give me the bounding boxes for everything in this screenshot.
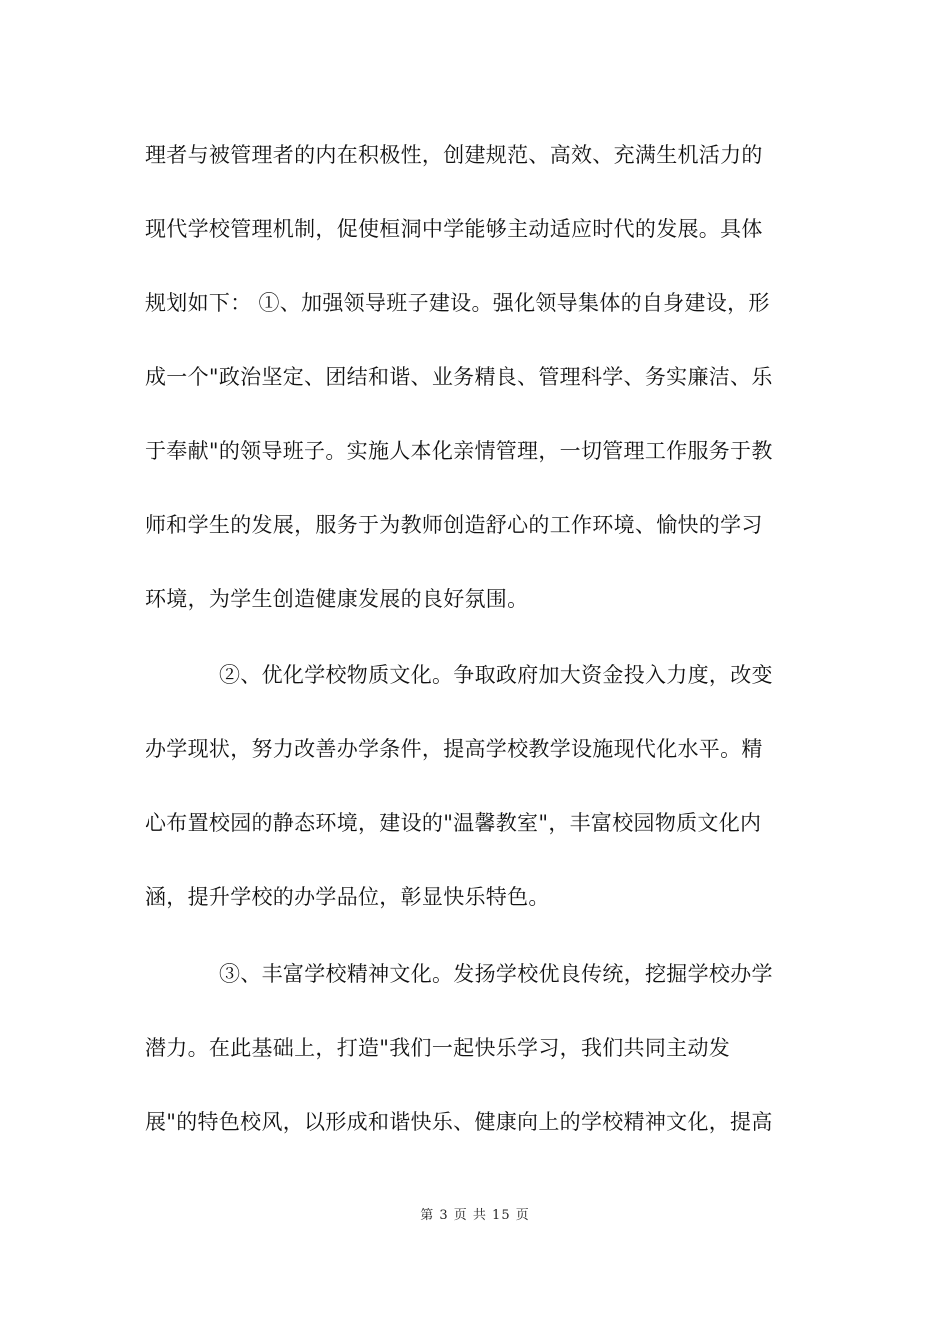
text-line: 环境，为学生创造健康发展的良好氛围。 <box>145 587 529 611</box>
text-line: 成一个"政治坚定、团结和谐、业务精良、管理科学、务实廉洁、乐 <box>145 365 773 389</box>
text-line: 潜力。在此基础上，打造"我们一起快乐学习，我们共同主动发 <box>145 1036 731 1060</box>
text-line: 办学现状，努力改善办学条件，提高学校教学设施现代化水平。精 <box>145 737 763 761</box>
text-line: 理者与被管理者的内在积极性，创建规范、高效、充满生机活力的 <box>145 143 763 167</box>
text-line: 规划如下： ①、加强领导班子建设。强化领导集体的自身建设，形 <box>145 291 770 315</box>
text-line: 现代学校管理机制，促使桓洞中学能够主动适应时代的发展。具体 <box>145 217 763 241</box>
text-line: ②、优化学校物质文化。争取政府加大资金投入力度，改变 <box>219 663 773 687</box>
page-number-footer: 第 3 页 共 15 页 <box>420 1208 530 1223</box>
text-line: 心布置校园的静态环境，建设的"温馨教室"，丰富校园物质文化内 <box>145 811 762 835</box>
text-line: 师和学生的发展，服务于为教师创造舒心的工作环境、愉快的学习 <box>145 513 763 537</box>
text-line: 于奉献"的领导班子。实施人本化亲情管理，一切管理工作服务于教 <box>145 439 773 463</box>
text-line: 涵，提升学校的办学品位，彰显快乐特色。 <box>145 885 550 909</box>
text-line: ③、丰富学校精神文化。发扬学校优良传统，挖掘学校办学 <box>219 962 773 986</box>
text-line: 展"的特色校风，以形成和谐快乐、健康向上的学校精神文化，提高 <box>145 1110 773 1134</box>
